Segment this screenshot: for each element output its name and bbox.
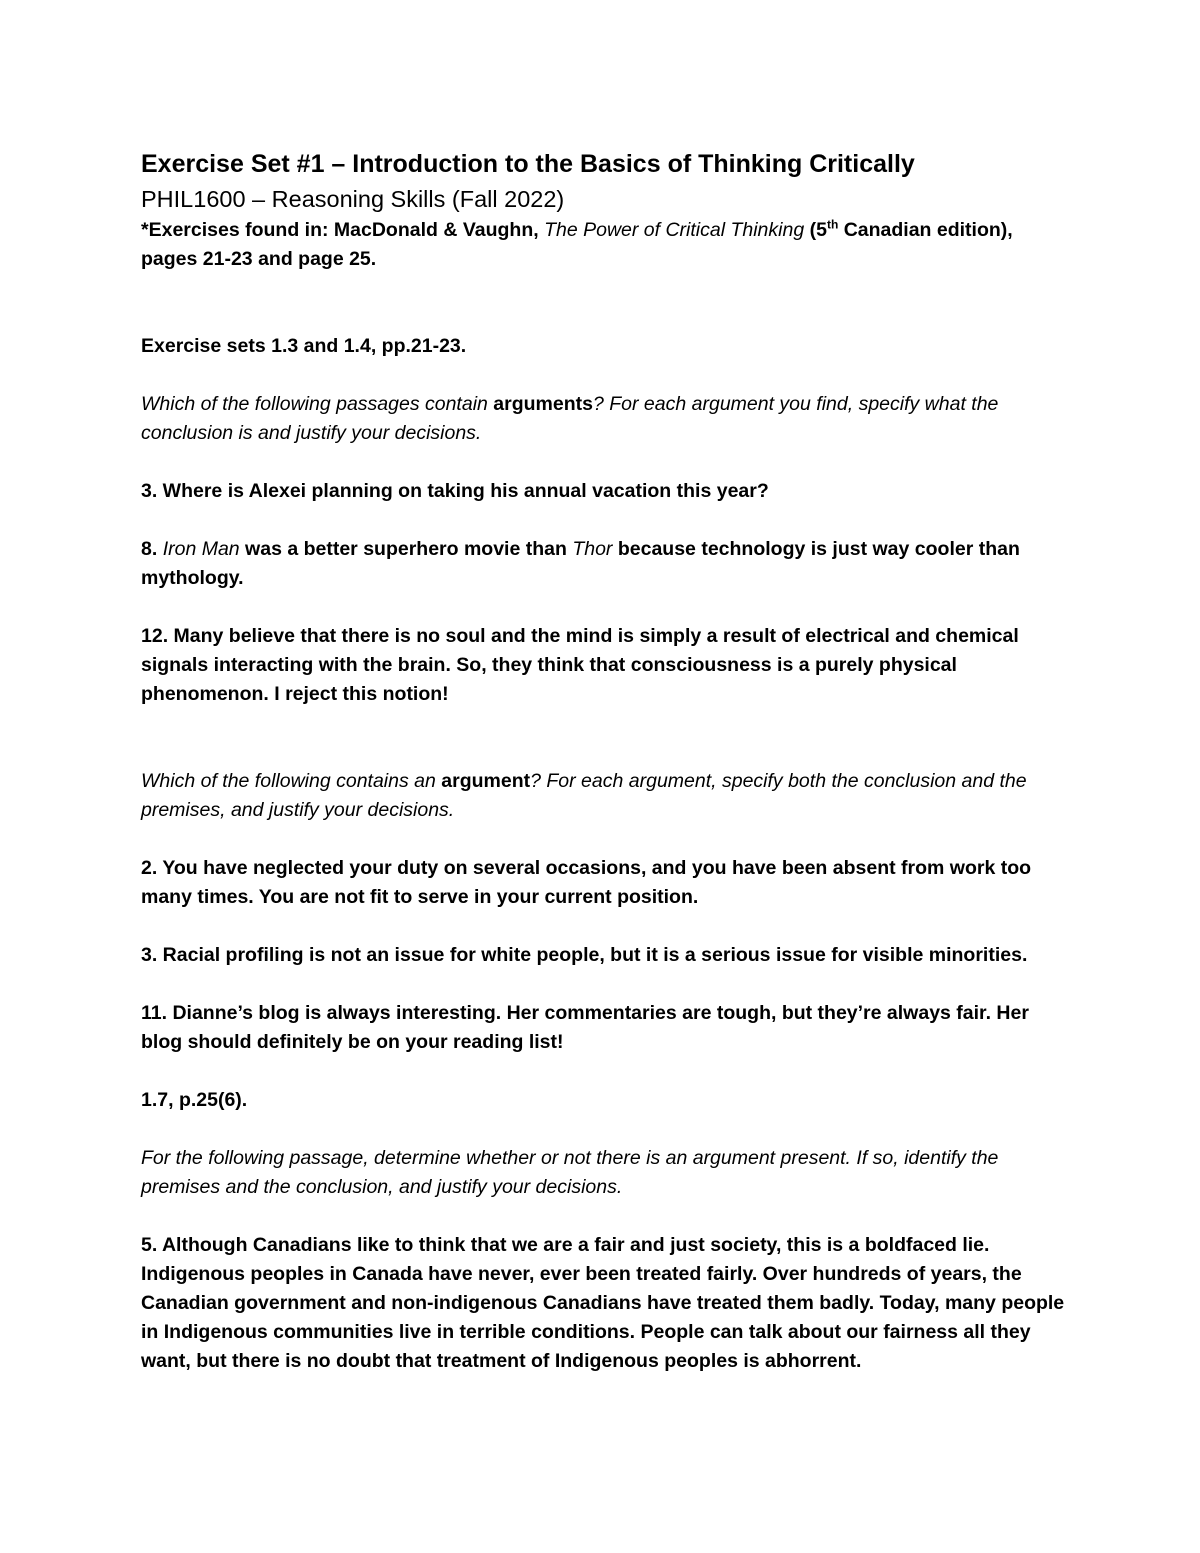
instruction-text: ? For each argument, specify both the conclusion and the premises, and justify your decisions.	[141, 770, 1027, 821]
instruction-arguments	[141, 390, 1071, 448]
instruction-text: Which of the following passages contain	[141, 393, 494, 415]
spacer	[141, 506, 1071, 535]
question-11: 11. Dianne’s blog is always interesting. Her commentaries are tough, but they’re always fair. Her blog should definitely be on your reading list!	[141, 1002, 1029, 1053]
instruction-keyword: argument	[441, 770, 531, 792]
document-title: Exercise Set #1 – Introduction to the Basics of Thinking Critically	[141, 150, 915, 178]
spacer	[141, 593, 1071, 622]
spacer	[141, 709, 1071, 767]
spacer	[141, 361, 1071, 390]
source-book-title: The Power of Critical Thinking	[544, 219, 805, 241]
instruction-text: ? For each argument you find, specify what the conclusion is and justify your decisions.	[141, 393, 999, 444]
source-edition-pre: (5	[804, 219, 827, 241]
question-3b: 3. Racial profiling is not an issue for white people, but it is a serious issue for visible minorities.	[141, 944, 1028, 966]
instruction-keyword: arguments	[493, 393, 593, 415]
question-2: 2. You have neglected your duty on several occasions, and you have been absent from work too many times. You are not fit to serve in your current position.	[141, 857, 1032, 908]
question-8	[141, 535, 1071, 593]
spacer	[141, 274, 1071, 332]
instruction-argument	[141, 767, 1071, 825]
course-subtitle: PHIL1600 – Reasoning Skills (Fall 2022)	[141, 186, 565, 212]
question-12: 12. Many believe that there is no soul and the mind is simply a result of electrical and chemical signals interacting with the brain. So, they think that consciousness is a purely physical phenomenon. I reject this notion!	[141, 625, 1019, 705]
movie-title: Thor	[572, 538, 613, 560]
spacer	[141, 1202, 1071, 1231]
spacer	[141, 825, 1071, 854]
source-prefix: *Exercises found in: MacDonald & Vaughn,	[141, 219, 545, 241]
source-edition-sup: th	[826, 217, 839, 232]
section-1-heading: Exercise sets 1.3 and 1.4, pp.21-23.	[141, 335, 467, 357]
question-text: because technology is just way cooler than mythology.	[141, 538, 1020, 589]
spacer	[141, 1057, 1071, 1086]
source-note	[141, 216, 1071, 274]
instruction-text: Which of the following contains an	[141, 770, 442, 792]
spacer	[141, 1115, 1071, 1144]
spacer	[141, 448, 1071, 477]
instruction-passage: For the following passage, determine whether or not there is an argument present. If so, identify the premises and the conclusion, and justify your decisions.	[141, 1147, 999, 1198]
movie-title: Iron Man	[162, 538, 240, 560]
document-page	[141, 146, 1071, 1376]
question-3: 3. Where is Alexei planning on taking his annual vacation this year?	[141, 480, 769, 502]
question-5: 5. Although Canadians like to think that we are a fair and just society, this is a boldfaced lie. Indigenous peoples in Canada have never, ever been treated fairly. Over hundreds of years, the Canadian government and non-indigenous Canadians have treated them badly. Today, many people in Indigenous communities live in terrible conditions. People can talk about our fairness all they want, but there is no doubt that treatment of Indigenous peoples is abhorrent.	[141, 1234, 1065, 1372]
source-edition-post: Canadian edition),	[838, 219, 1013, 241]
spacer	[141, 970, 1071, 999]
question-number: 8.	[141, 538, 163, 560]
source-pages: pages 21-23 and page 25.	[141, 248, 377, 270]
question-text: was a better superhero movie than	[239, 538, 573, 560]
spacer	[141, 912, 1071, 941]
section-2-heading: 1.7, p.25(6).	[141, 1089, 248, 1111]
